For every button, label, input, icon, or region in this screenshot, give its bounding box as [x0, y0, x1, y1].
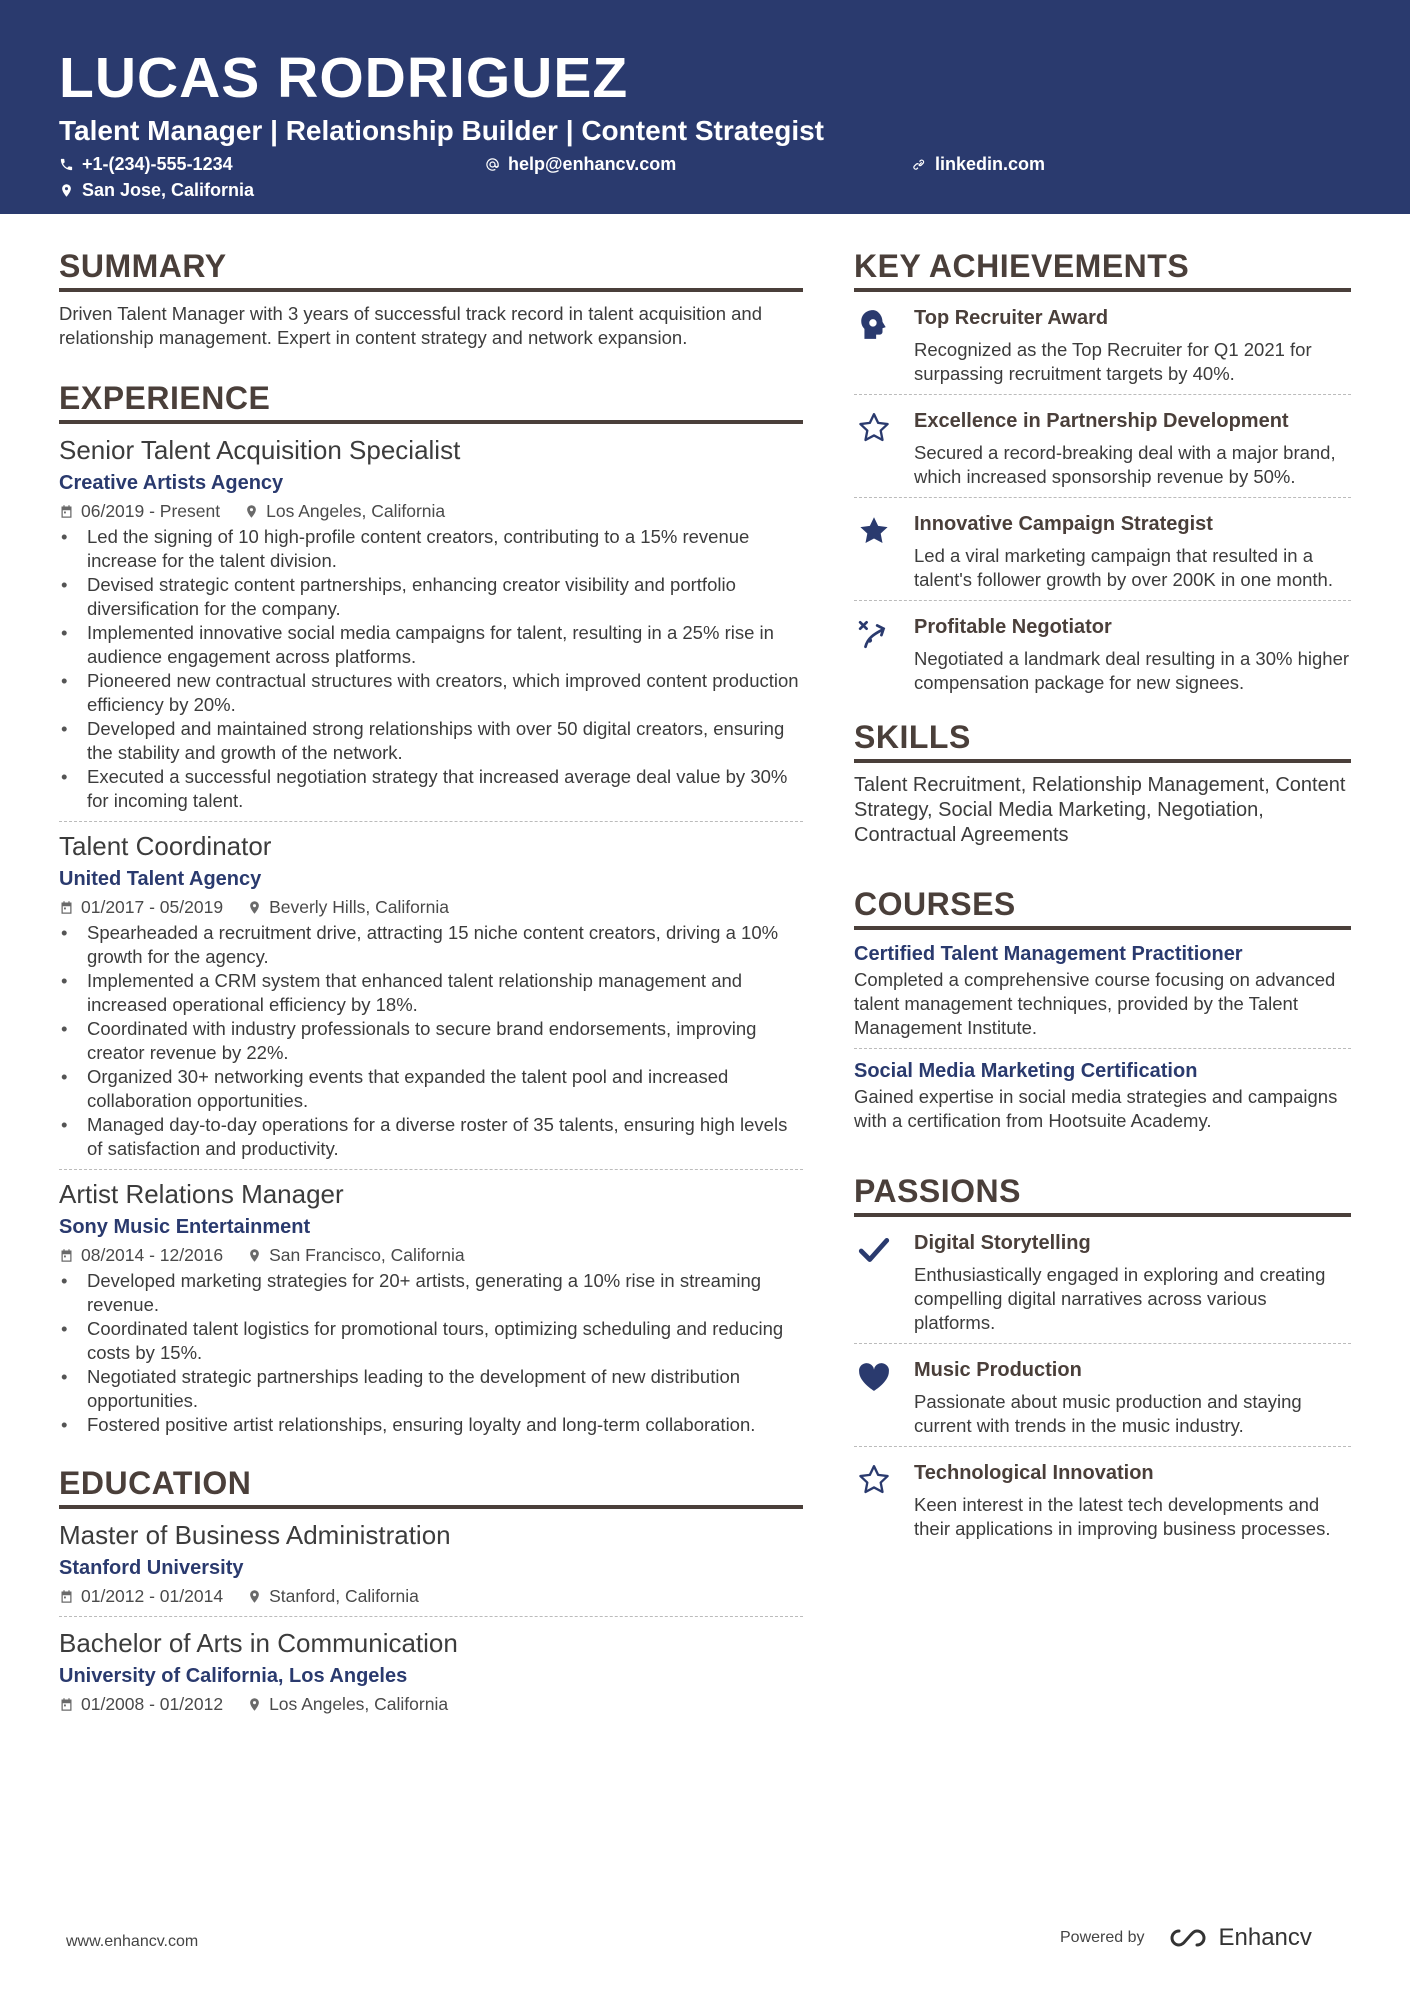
job-meta: [59, 1243, 803, 1267]
section-title: COURSES: [854, 884, 1351, 930]
job-meta: [59, 895, 803, 919]
course-desc: Gained expertise in social media strategies and campaigns with a certification from Hootsuite Academy.: [854, 1086, 1338, 1131]
candidate-name: LUCAS RODRIGUEZ: [59, 46, 629, 110]
course-item: [854, 940, 1351, 1049]
head-icon: [857, 308, 891, 342]
course-title: Social Media Marketing Certification: [854, 1060, 1198, 1082]
school-name: Stanford University: [59, 1557, 244, 1579]
bullet-item: • Managed day-to-day operations for a diverse roster of 35 talents, ensuring high levels of satisfaction and productivity.: [59, 1113, 803, 1161]
calendar-icon: [59, 900, 74, 915]
section-title: KEY ACHIEVEMENTS: [854, 246, 1351, 292]
job-location: [244, 499, 445, 523]
job-dates: [59, 895, 223, 919]
enhancv-logo[interactable]: [1165, 1924, 1312, 1952]
resume-header: [0, 0, 1410, 214]
contact-location: [59, 180, 254, 201]
education-location-text: Stanford, California: [269, 1586, 419, 1606]
location-pin-icon: [247, 900, 262, 915]
education-dates: [59, 1584, 223, 1608]
footer-branding: [1060, 1924, 1312, 1952]
achievement-desc: Recognized as the Top Recruiter for Q1 2021 for surpassing recruitment targets by 40%.: [914, 339, 1312, 384]
phone-icon: [59, 157, 74, 172]
company-name: Sony Music Entertainment: [59, 1216, 311, 1238]
passion-item: [854, 1227, 1351, 1344]
achievement-item: [854, 508, 1351, 601]
location-text: San Jose, California: [82, 180, 255, 200]
courses-section: [854, 884, 1351, 1141]
passion-content: [914, 1459, 1351, 1541]
bullet-item: • Implemented innovative social media campaigns for talent, resulting in a 25% rise in audience engagement across platforms.: [59, 621, 803, 669]
achievement-content: [914, 304, 1351, 386]
candidate-tagline: Talent Manager | Relationship Builder | Content Strategist: [59, 115, 825, 146]
passions-section: [854, 1171, 1351, 1549]
linkedin-text: linkedin.com: [935, 154, 1046, 174]
achievements-section: [854, 246, 1351, 703]
bullet-item: • Coordinated talent logistics for promotional tours, optimizing scheduling and reducing costs by 15%.: [59, 1317, 803, 1365]
job-dates-text: 01/2017 - 05/2019: [81, 897, 224, 917]
education-location-text: Los Angeles, California: [269, 1694, 449, 1714]
job-dates: [59, 499, 220, 523]
passion-desc: Enthusiastically engaged in exploring and creating compelling digital narratives across various platforms.: [914, 1264, 1326, 1333]
location-pin-icon: [247, 1697, 262, 1712]
right-column: [854, 246, 1351, 1563]
achievement-icon-wrap: [854, 407, 894, 489]
job-title: Senior Talent Acquisition Specialist: [59, 435, 461, 465]
contact-info: [59, 154, 1351, 206]
achievement-item: [854, 405, 1351, 498]
heart-icon: [857, 1360, 891, 1394]
job-entry: [59, 830, 803, 1170]
skills-section: [854, 717, 1351, 848]
summary-section: [59, 246, 803, 350]
email-text: help@enhancv.com: [508, 154, 677, 174]
education-entry: [59, 1519, 803, 1617]
contact-linkedin[interactable]: [912, 154, 1045, 175]
contact-phone[interactable]: [59, 154, 233, 175]
section-title: EDUCATION: [59, 1463, 803, 1509]
achievement-content: [914, 613, 1351, 695]
location-pin-icon: [244, 504, 259, 519]
section-title: SUMMARY: [59, 246, 803, 292]
skills-text: Talent Recruitment, Relationship Management, Content Strategy, Social Media Marketing, Negotiation, Contractual Agreements: [854, 774, 1346, 846]
achievement-desc: Led a viral marketing campaign that resulted in a talent's follower growth by over 200K in one month.: [914, 545, 1333, 590]
left-column: [59, 246, 803, 1734]
bullet-item: • Fostered positive artist relationships, ensuring loyalty and long-term collaboration.: [59, 1413, 803, 1437]
strategy-icon: [857, 617, 891, 651]
location-pin-icon: [59, 183, 74, 198]
education-dates-text: 01/2008 - 01/2012: [81, 1694, 224, 1714]
passion-content: [914, 1356, 1351, 1438]
phone-text: +1-(234)-555-1234: [82, 154, 233, 174]
bullet-item: • Led the signing of 10 high-profile content creators, contributing to a 15% revenue increase for the talent division.: [59, 525, 803, 573]
school-name: University of California, Los Angeles: [59, 1665, 408, 1687]
job-title: Artist Relations Manager: [59, 1179, 344, 1209]
bullet-item: • Developed and maintained strong relationships with over 50 digital creators, ensuring the stability and growth of the network.: [59, 717, 803, 765]
job-location: [247, 895, 449, 919]
achievement-item: [854, 611, 1351, 703]
star-outline-icon: [857, 1463, 891, 1497]
achievement-title: Top Recruiter Award: [914, 307, 1109, 329]
job-bullets: [59, 1269, 803, 1437]
bullet-item: • Negotiated strategic partnerships leading to the development of new distribution opportunities.: [59, 1365, 803, 1413]
course-desc: Completed a comprehensive course focusing on advanced talent management techniques, provided by the Talent Management Institute.: [854, 969, 1336, 1038]
section-title: SKILLS: [854, 717, 1351, 763]
passion-title: Technological Innovation: [914, 1462, 1154, 1484]
at-icon: [485, 157, 500, 172]
job-dates: [59, 1243, 223, 1267]
passion-icon-wrap: [854, 1229, 894, 1335]
course-title: Certified Talent Management Practitioner: [854, 943, 1243, 965]
job-entry: [59, 1178, 803, 1445]
degree-title: Bachelor of Arts in Communication: [59, 1628, 458, 1658]
powered-by-label: Powered by: [1060, 1929, 1145, 1946]
job-dates-text: 08/2014 - 12/2016: [81, 1245, 224, 1265]
achievement-item: [854, 302, 1351, 395]
job-location: [247, 1243, 465, 1267]
achievement-title: Excellence in Partnership Development: [914, 410, 1289, 432]
achievement-title: Innovative Campaign Strategist: [914, 513, 1213, 535]
education-entry: [59, 1627, 803, 1724]
bullet-item: • Executed a successful negotiation strategy that increased average deal value by 30% for incoming talent.: [59, 765, 803, 813]
job-entry: [59, 434, 803, 822]
calendar-icon: [59, 1697, 74, 1712]
course-item: [854, 1057, 1351, 1141]
education-location: [247, 1584, 419, 1608]
section-title: EXPERIENCE: [59, 378, 803, 424]
achievement-title: Profitable Negotiator: [914, 616, 1112, 638]
star-outline-icon: [857, 411, 891, 445]
contact-email[interactable]: [485, 154, 676, 175]
job-title: Talent Coordinator: [59, 831, 272, 861]
achievement-desc: Negotiated a landmark deal resulting in a 30% higher compensation package for new signees.: [914, 648, 1350, 693]
location-pin-icon: [247, 1589, 262, 1604]
passion-desc: Keen interest in the latest tech developments and their applications in improving business processes.: [914, 1494, 1331, 1539]
achievement-content: [914, 407, 1351, 489]
passion-title: Digital Storytelling: [914, 1232, 1091, 1254]
bullet-item: • Coordinated with industry professionals to secure brand endorsements, improving creator revenue by 22%.: [59, 1017, 803, 1065]
education-dates: [59, 1692, 223, 1716]
bullet-item: • Organized 30+ networking events that expanded the talent pool and increased collaboration opportunities.: [59, 1065, 803, 1113]
experience-section: [59, 378, 803, 1445]
company-name: Creative Artists Agency: [59, 472, 284, 494]
brand-name: Enhancv: [1218, 1924, 1312, 1951]
summary-text: Driven Talent Manager with 3 years of successful track record in talent acquisition and relationship management. Expert in content strategy and network expansion.: [59, 303, 763, 348]
education-meta: [59, 1584, 803, 1608]
job-meta: [59, 499, 803, 523]
achievement-icon-wrap: [854, 304, 894, 386]
passion-item: [854, 1457, 1351, 1549]
section-title: PASSIONS: [854, 1171, 1351, 1217]
job-location-text: Los Angeles, California: [266, 501, 446, 521]
achievement-content: [914, 510, 1351, 592]
education-location: [247, 1692, 448, 1716]
passion-title: Music Production: [914, 1359, 1082, 1381]
passion-icon-wrap: [854, 1459, 894, 1541]
passion-desc: Passionate about music production and staying current with trends in the music industry.: [914, 1391, 1302, 1436]
job-location-text: San Francisco, California: [269, 1245, 465, 1265]
education-section: [59, 1463, 803, 1724]
job-bullets: [59, 525, 803, 813]
passion-icon-wrap: [854, 1356, 894, 1438]
education-meta: [59, 1692, 803, 1716]
enhancv-logo-icon: [1165, 1925, 1211, 1951]
achievement-icon-wrap: [854, 613, 894, 695]
bullet-item: • Pioneered new contractual structures with creators, which improved content production efficiency by 20%.: [59, 669, 803, 717]
achievement-icon-wrap: [854, 510, 894, 592]
footer-website[interactable]: www.enhancv.com: [66, 1933, 199, 1950]
passion-content: [914, 1229, 1351, 1335]
bullet-item: • Implemented a CRM system that enhanced talent relationship management and increased operational efficiency by 18%.: [59, 969, 803, 1017]
education-dates-text: 01/2012 - 01/2014: [81, 1586, 224, 1606]
job-dates-text: 06/2019 - Present: [81, 501, 221, 521]
bullet-item: • Developed marketing strategies for 20+ artists, generating a 10% rise in streaming revenue.: [59, 1269, 803, 1317]
company-name: United Talent Agency: [59, 868, 262, 890]
star-filled-icon: [857, 514, 891, 548]
location-pin-icon: [247, 1248, 262, 1263]
calendar-icon: [59, 504, 74, 519]
passion-item: [854, 1354, 1351, 1447]
job-bullets: [59, 921, 803, 1161]
job-location-text: Beverly Hills, California: [269, 897, 449, 917]
bullet-item: • Devised strategic content partnerships, enhancing creator visibility and portfolio diversification for the company.: [59, 573, 803, 621]
checkmark-icon: [857, 1233, 891, 1267]
calendar-icon: [59, 1589, 74, 1604]
bullet-item: • Spearheaded a recruitment drive, attracting 15 niche content creators, driving a 10% growth for the agency.: [59, 921, 803, 969]
calendar-icon: [59, 1248, 74, 1263]
achievement-desc: Secured a record-breaking deal with a major brand, which increased sponsorship revenue by 50%.: [914, 442, 1336, 487]
link-icon: [912, 157, 927, 172]
degree-title: Master of Business Administration: [59, 1520, 451, 1550]
